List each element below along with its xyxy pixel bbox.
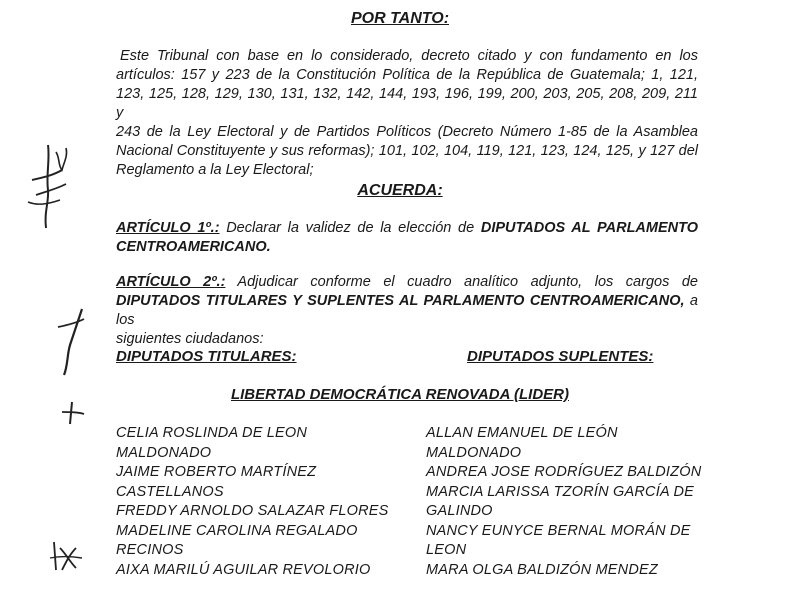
list-item: CELIA ROSLINDA DE LEON [116, 425, 308, 441]
considerando-line: Reglamento a la Ley Electoral; [116, 162, 314, 178]
considerando-line: Este Tribunal con base en lo considerado, decreto citado y con fundamento en los [120, 48, 698, 64]
signature-mark-1 [18, 140, 78, 235]
signature-mark-2 [50, 305, 90, 380]
considerando-paragraph [116, 47, 698, 180]
list-item: MADELINE CAROLINA REGALADO [116, 522, 358, 539]
considerando-line: Nacional Constituyente y sus reformas); 101, 102, 104, 119, 121, 123, 124, 125, y 127 del [116, 143, 698, 159]
articulo-2-bold: DIPUTADOS TITULARES Y SUPLENTES AL PARLAMENTO CENTROAMERICANO, [116, 293, 685, 309]
list-item: LEON [426, 542, 467, 558]
list-item: CASTELLANOS [116, 483, 224, 500]
list-item: FREDDY ARNOLDO SALAZAR FLORES [116, 503, 389, 519]
list-item: AIXA MARILÚ AGUILAR REVOLORIO [116, 561, 371, 578]
party-heading: LIBERTAD DEMOCRÁTICA RENOVADA (LIDER) [230, 386, 570, 403]
list-item: MALDONADO [116, 444, 212, 461]
list-item: MARCIA LARISSA TZORÍN GARCÍA DE [426, 483, 695, 500]
articulo-1-text: Declarar la validez de la elección de [219, 220, 481, 236]
list-item: GALINDO [426, 503, 493, 519]
articulo-1-bold-2: CENTROAMERICANO. [116, 239, 271, 255]
list-item: MARA OLGA BALDIZÓN MENDEZ [426, 561, 658, 578]
articulo-2-label: ARTÍCULO 2º.: [116, 274, 226, 290]
list-item: MALDONADO [426, 444, 522, 461]
list-item: ALLAN EMANUEL DE LEÓN [426, 425, 618, 441]
list-item: RECINOS [116, 542, 184, 558]
initial-mark-2 [46, 538, 86, 574]
heading-por-tanto: POR TANTO: [350, 10, 450, 27]
articulo-2-text: Adjudicar conforme el cuadro analítico adjunto, los cargos de [225, 274, 698, 290]
articulo-1-bold: DIPUTADOS AL PARLAMENTO [480, 220, 698, 236]
list-item: ANDREA JOSE RODRÍGUEZ BALDIZÓN [426, 464, 702, 480]
considerando-line: artículos: 157 y 223 de la Constitución Política de la República de Guatemala; 1, 121, [116, 67, 698, 83]
considerando-line: 123, 125, 128, 129, 130, 131, 132, 142, 144, 193, 196, 199, 200, 203, 205, 208, 209, 211 y [116, 86, 698, 121]
articulo-2 [116, 273, 698, 349]
articulo-1 [116, 219, 698, 257]
list-item: NANCY EUNYCE BERNAL MORÁN DE [426, 522, 691, 539]
col-titulares-heading: DIPUTADOS TITULARES: [116, 348, 297, 365]
articulo-2-text-3: siguientes ciudadanos: [116, 331, 264, 347]
list-item: JAIME ROBERTO MARTÍNEZ [116, 464, 317, 480]
initial-mark-1 [58, 398, 88, 428]
suplentes-list [426, 424, 701, 580]
titulares-list [116, 424, 389, 580]
considerando-line: 243 de la Ley Electoral y de Partidos Políticos (Decreto Número 1-85 de la Asamblea [116, 124, 698, 140]
articulo-2-text-2: a los [116, 293, 698, 328]
heading-acuerda: ACUERDA: [357, 182, 443, 199]
col-suplentes-heading: DIPUTADOS SUPLENTES: [467, 348, 654, 365]
articulo-1-label: ARTÍCULO 1º.: [116, 220, 220, 236]
